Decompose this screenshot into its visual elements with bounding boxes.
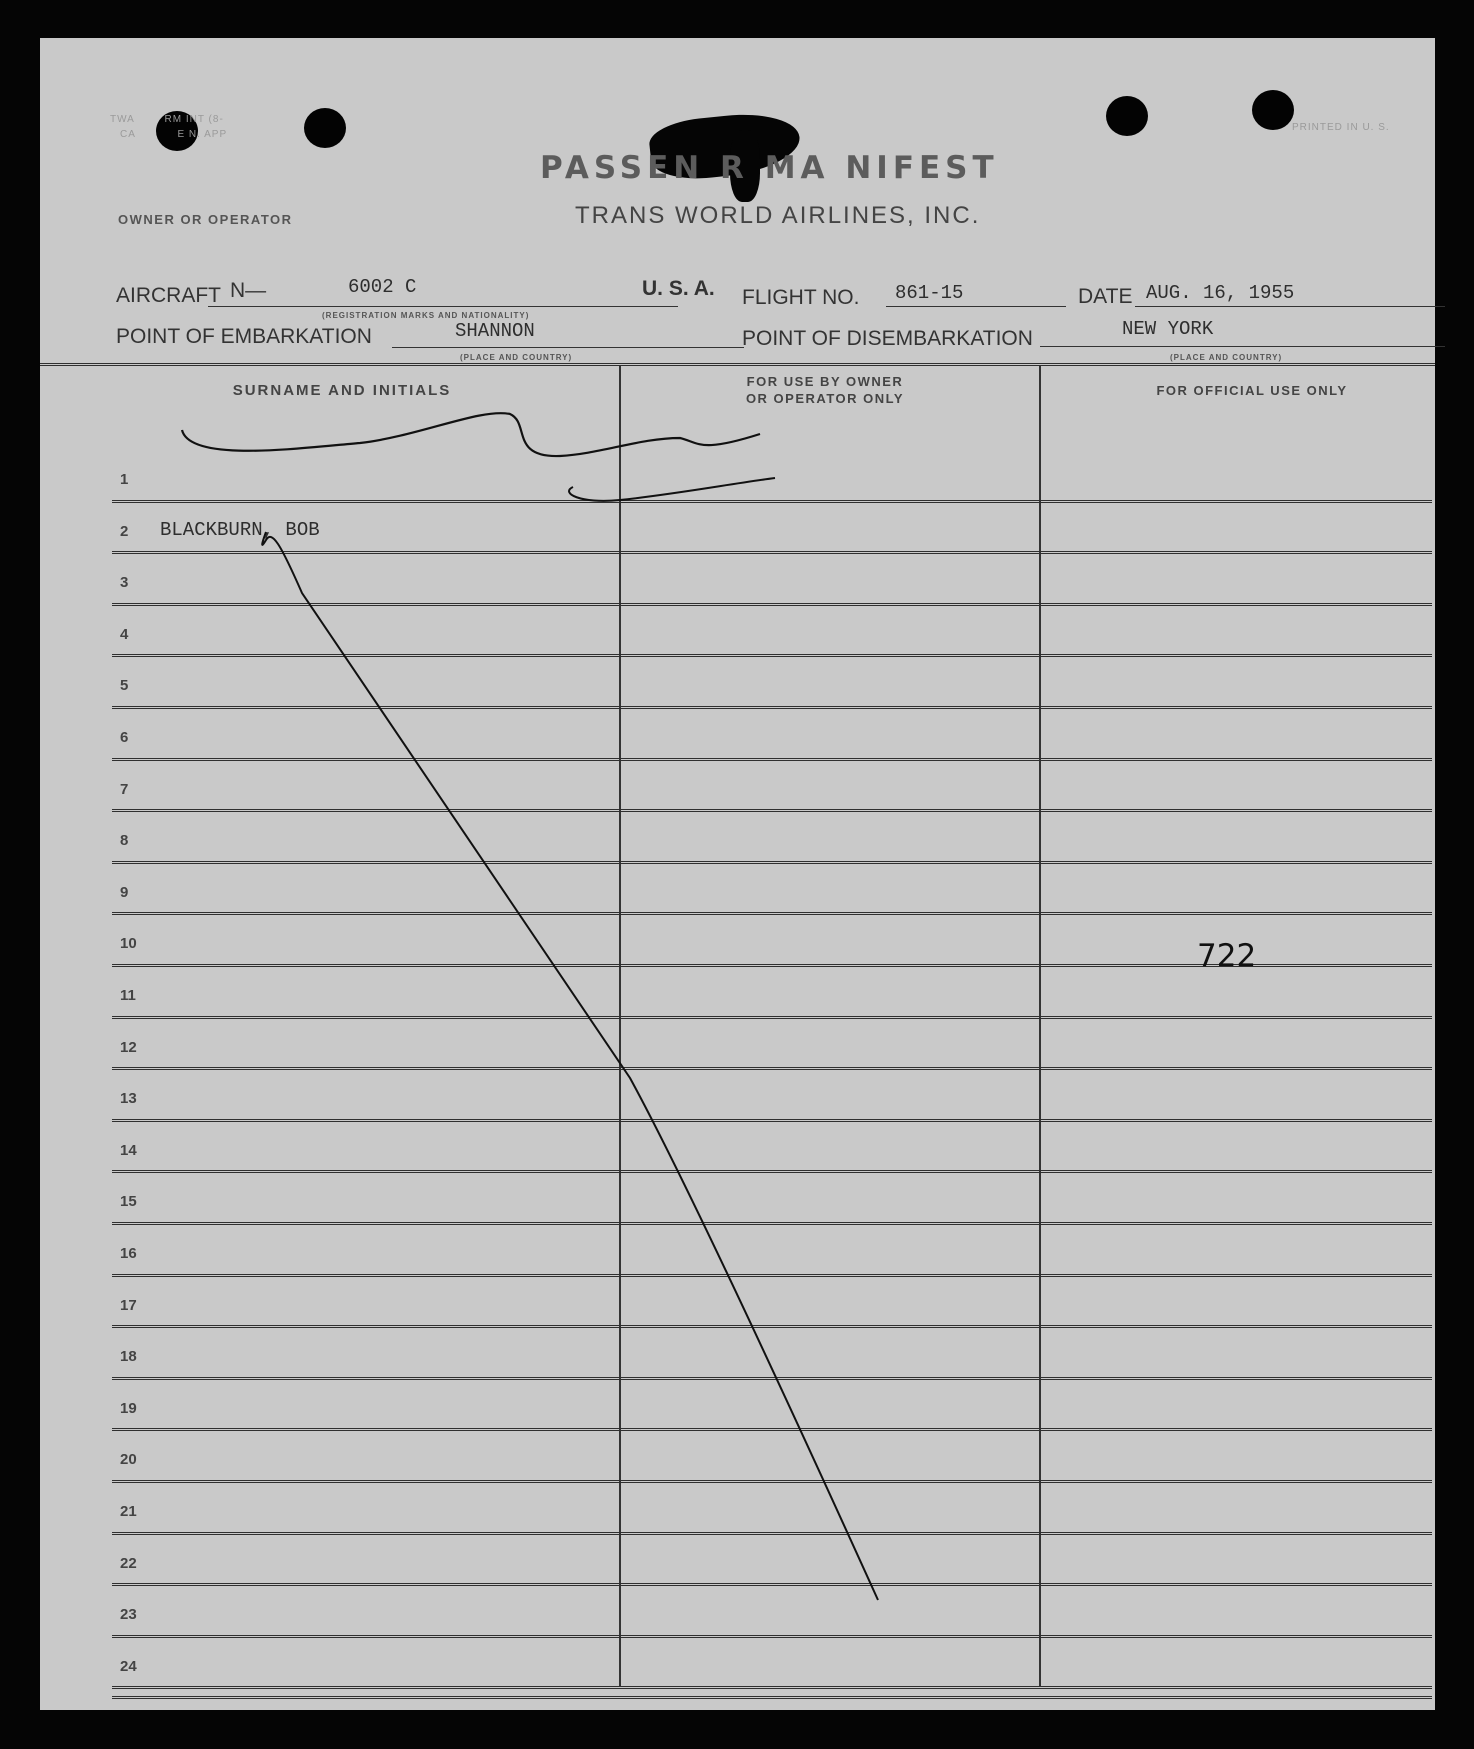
- handwritten-strike-marks: [40, 38, 1435, 1710]
- faded-print-mark: PRINTED IN U. S.: [1292, 122, 1390, 133]
- row-number: 23: [120, 1606, 137, 1624]
- faded-form-code: TWA RM INT (8-: [110, 114, 224, 125]
- row-number: 4: [120, 625, 129, 643]
- handwritten-number: 722: [1197, 938, 1257, 974]
- aircraft-registration: 6002 C: [348, 276, 417, 298]
- owner-operator-label: OWNER OR OPERATOR: [118, 212, 293, 227]
- row-number: 22: [120, 1554, 137, 1572]
- faded-form-code: CA E N. APP: [120, 129, 228, 140]
- flight-date: AUG. 16, 1955: [1146, 282, 1295, 304]
- disembarkation-place: NEW YORK: [1122, 318, 1214, 340]
- airline-name: TRANS WORLD AIRLINES, INC.: [575, 202, 981, 229]
- disembarkation-label: POINT OF DISEMBARKATION: [742, 327, 1033, 350]
- column-header-owner: FOR USE BY OWNER OR OPERATOR ONLY: [745, 374, 905, 406]
- row-number: 18: [120, 1348, 137, 1366]
- date-label: DATE: [1078, 285, 1133, 308]
- column-header-official: FOR OFFICIAL USE ONLY: [1156, 383, 1348, 398]
- aircraft-prefix: N—: [230, 279, 267, 302]
- flight-number: 861-15: [895, 282, 964, 304]
- row-number: 17: [120, 1296, 137, 1314]
- form-title: PASSEN R MA NIFEST: [540, 150, 999, 186]
- embarkation-place: SHANNON: [455, 320, 535, 342]
- row-number: 24: [120, 1657, 137, 1675]
- row-number: 1: [120, 471, 129, 488]
- embarkation-label: POINT OF EMBARKATION: [116, 325, 372, 348]
- row-number: 21: [120, 1503, 137, 1520]
- row-number: 19: [120, 1399, 137, 1417]
- scribble-row-1: [182, 413, 760, 456]
- row-number: 15: [120, 1193, 137, 1211]
- row-number: 13: [120, 1090, 137, 1108]
- row-number: 7: [120, 780, 129, 798]
- aircraft-caption: (REGISTRATION MARKS AND NATIONALITY): [322, 311, 530, 320]
- column-header-surname: SURNAME AND INITIALS: [232, 382, 452, 399]
- row-number: 6: [120, 729, 129, 746]
- row-number: 9: [120, 883, 129, 901]
- disembarkation-caption: (PLACE AND COUNTRY): [1170, 353, 1283, 362]
- embarkation-caption: (PLACE AND COUNTRY): [460, 353, 573, 362]
- diagonal-cancel-line: [262, 532, 878, 1600]
- row-number: 11: [120, 987, 136, 1004]
- row-number: 10: [120, 935, 137, 953]
- aircraft-label: AIRCRAFT: [116, 284, 221, 307]
- scribble-row-2: [569, 478, 775, 501]
- row-number: 2: [120, 522, 129, 540]
- passenger-name: BLACKBURN, BOB: [160, 518, 320, 541]
- nationality-label: U. S. A.: [642, 277, 715, 300]
- row-number: 16: [120, 1245, 137, 1262]
- row-number: 12: [120, 1038, 137, 1056]
- row-number: 20: [120, 1451, 137, 1469]
- flight-label: FLIGHT NO.: [742, 286, 860, 309]
- row-number: 3: [120, 574, 129, 592]
- row-number: 14: [120, 1141, 137, 1159]
- row-number: 8: [120, 832, 129, 850]
- manifest-page: [40, 38, 1435, 1710]
- row-number: 5: [120, 677, 129, 695]
